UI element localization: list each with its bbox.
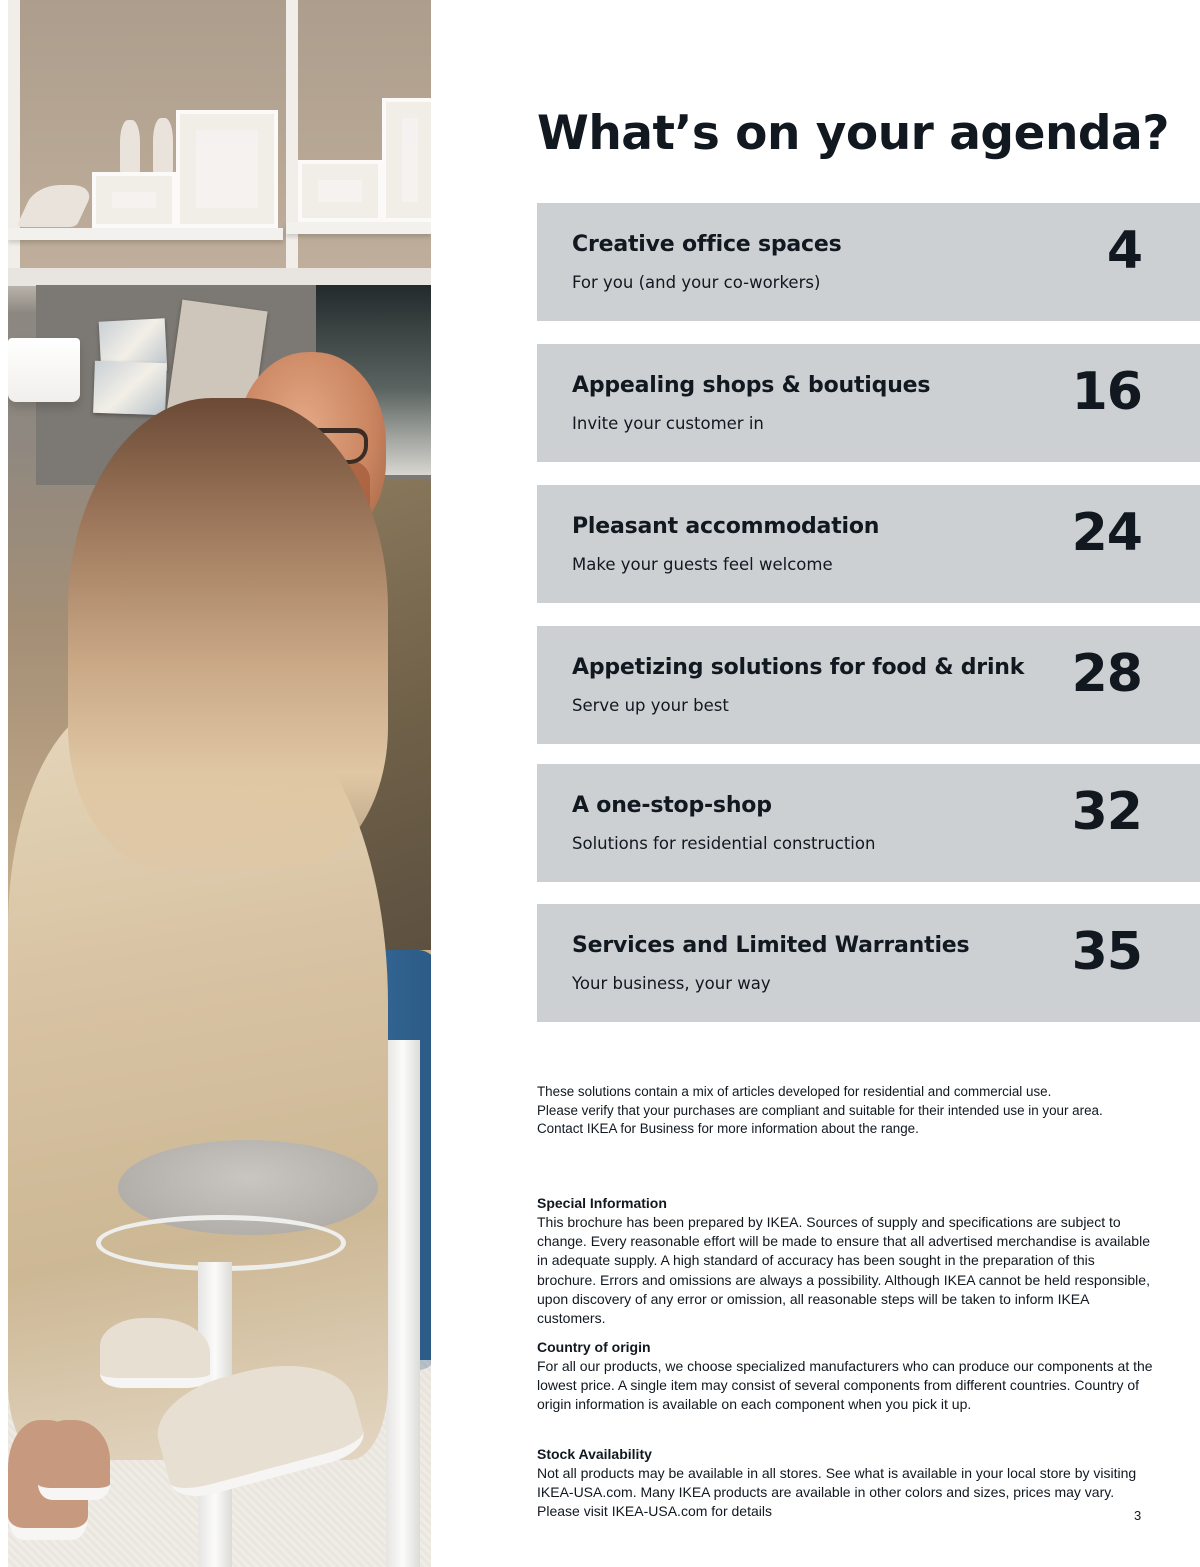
section-body: For all our products, we choose specialized manufacturers who can produce our components at the lowest price. A single item may consist of several components from different countries. Country of origin information is available on each component when you pick it up.	[537, 1358, 1153, 1413]
toc-item-subtitle: Serve up your best	[572, 696, 729, 715]
toc-item-creative-office[interactable]	[537, 203, 1200, 321]
toc-item-page-number: 28	[1071, 644, 1142, 704]
toc-item-page-number: 32	[1071, 782, 1142, 842]
toc-item-subtitle: Make your guests feel welcome	[572, 555, 833, 574]
section-heading: Country of origin	[537, 1339, 651, 1355]
sneaker	[100, 1318, 210, 1388]
toc-item-page-number: 4	[1106, 221, 1142, 281]
stool-post	[386, 1040, 420, 1567]
page-title: What’s on your agenda?	[537, 106, 1170, 161]
shoe	[153, 118, 173, 175]
lamp	[8, 338, 80, 402]
usage-note-line: Please verify that your purchases are compliant and suitable for their intended use in your area.	[537, 1102, 1103, 1118]
board-rail	[8, 268, 431, 286]
section-heading: Stock Availability	[537, 1446, 652, 1462]
shoebox	[176, 110, 278, 228]
toc-item-subtitle: Invite your customer in	[572, 414, 764, 433]
toc-item-subtitle: Your business, your way	[572, 974, 771, 993]
usage-note	[537, 1083, 1177, 1139]
toc-item-title: Appetizing solutions for food & drink	[572, 655, 1025, 680]
toc-item-subtitle: Solutions for residential construction	[572, 834, 876, 853]
section-heading: Special Information	[537, 1195, 667, 1211]
toc-item-title: Appealing shops & boutiques	[572, 373, 931, 398]
toc-item-subtitle: For you (and your co-workers)	[572, 273, 821, 292]
toc-item-title: Pleasant accommodation	[572, 514, 880, 539]
usage-note-line: Contact IKEA for Business for more information about the range.	[537, 1121, 919, 1136]
shoebox	[298, 160, 382, 222]
usage-note-line: These solutions contain a mix of articles developed for residential and commercial use.	[537, 1084, 1052, 1099]
toc-item-page-number: 24	[1071, 503, 1142, 563]
toc-item-title: Creative office spaces	[572, 232, 842, 257]
toc-item-food-drink[interactable]	[537, 626, 1200, 744]
pinned-photo	[93, 361, 167, 415]
shoe	[120, 120, 140, 175]
shoebox	[92, 172, 176, 228]
toc-item-page-number: 16	[1071, 362, 1142, 422]
page-number: 3	[1134, 1508, 1142, 1523]
woman-hair	[68, 398, 388, 868]
country-of-origin-section	[537, 1338, 1157, 1415]
toc-item-shops-boutiques[interactable]	[537, 344, 1200, 462]
toc-item-services-warranties[interactable]	[537, 904, 1200, 1022]
toc-item-one-stop-shop[interactable]	[537, 764, 1200, 882]
section-body: Not all products may be available in all stores. See what is available in your local store by visiting IKEA-USA.com. Many IKEA products are available in other colors and sizes, prices may vary. Please visit IKEA-USA.com for details	[537, 1465, 1137, 1520]
special-information-section	[537, 1194, 1157, 1328]
hero-photo	[8, 0, 431, 1567]
section-body: This brochure has been prepared by IKEA. Sources of supply and specifications are subject to change. Every reasonable effort will be made to ensure that all advertised merchandise is available in adequate supply. A high standard of accuracy has been sought in the preparation of this brochure. Errors and omissions are always a possibility. Although IKEA cannot be held responsible, upon discovery of any error or omission, all reasonable steps will be taken to inform IKEA customers.	[537, 1214, 1150, 1327]
shoebox	[382, 98, 431, 222]
toc-item-title: A one-stop-shop	[572, 793, 772, 818]
stock-availability-section	[537, 1445, 1157, 1522]
toc-item-accommodation[interactable]	[537, 485, 1200, 603]
toc-item-title: Services and Limited Warranties	[572, 933, 970, 958]
woman-shoe	[38, 1420, 110, 1500]
shelf	[8, 228, 283, 240]
toc-item-page-number: 35	[1071, 922, 1142, 982]
shelf	[286, 222, 431, 234]
